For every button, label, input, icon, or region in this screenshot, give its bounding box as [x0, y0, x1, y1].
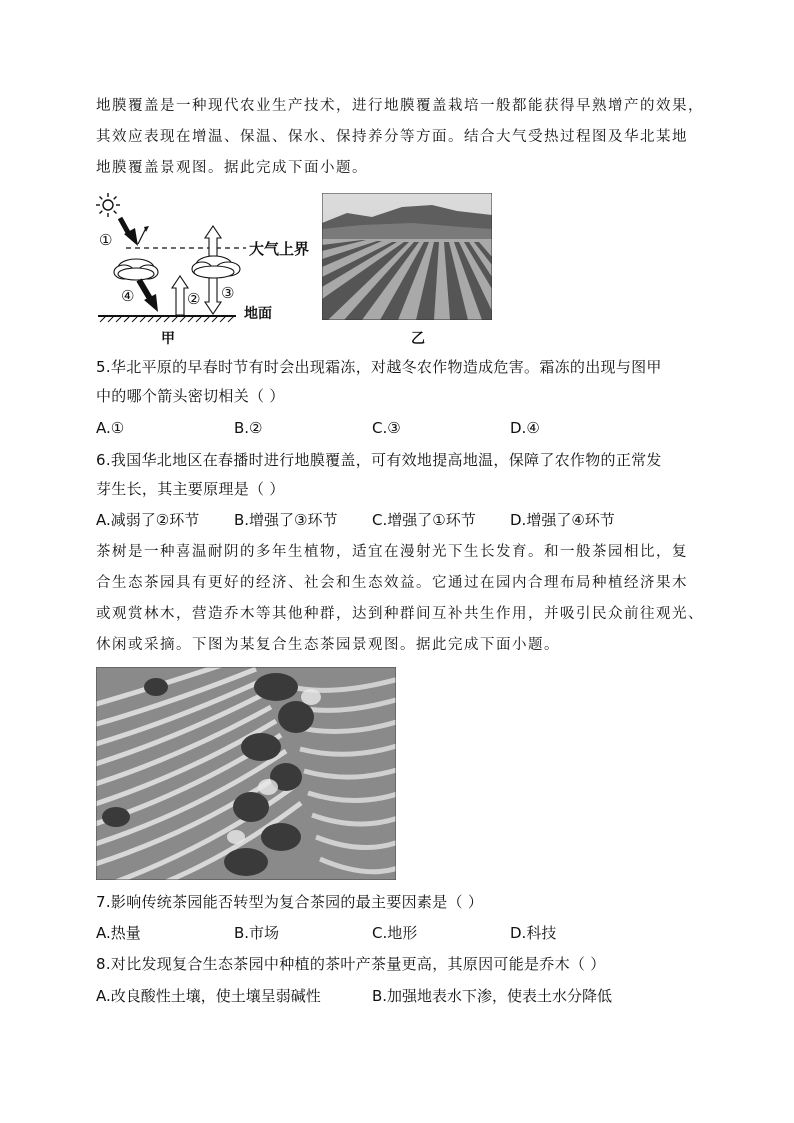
q6-stem-line-2: 芽生长，其主要原理是（ ）: [96, 480, 285, 498]
passage2-line-2: 合生态茶园具有更好的经济、社会和生态效益。它通过在园内合理布局种植经济果木: [96, 575, 688, 591]
q8-option-b[interactable]: B.加强地表水下渗，使表土水分降低: [372, 987, 613, 1005]
arrow-4: [139, 280, 158, 312]
q5-stem-line-2: 中的哪个箭头密切相关（ ）: [96, 387, 285, 405]
q7-option-b[interactable]: B.市场: [234, 924, 280, 942]
q7-option-d[interactable]: D.科技: [510, 924, 557, 942]
q6-option-a[interactable]: A.减弱了②环节: [96, 511, 200, 529]
caption-yi: 乙: [411, 331, 425, 347]
passage1-line-3: 地膜覆盖景观图。据此完成下面小题。: [96, 160, 368, 176]
q8-stem-line-1: 8.对比发现复合生态茶园中种植的茶叶产茶量更高，其原因可能是乔木（ ）: [96, 955, 606, 973]
q6-option-d[interactable]: D.增强了④环节: [510, 511, 615, 529]
q5-stem-line-1: 5.华北平原的早春时节有时会出现霜冻，对越冬农作物造成危害。霜冻的出现与图甲: [96, 358, 662, 376]
passage1-line-1: 地膜覆盖是一种现代农业生产技术，进行地膜覆盖栽培一般都能获得早熟增产的效果，: [96, 98, 704, 114]
passage2-line-4: 休闲或采摘。下图为某复合生态茶园景观图。据此完成下面小题。: [96, 637, 560, 653]
caption-jia: 甲: [161, 331, 175, 347]
q6-option-b[interactable]: B.增强了③环节: [234, 511, 338, 529]
q8-option-a[interactable]: A.改良酸性土壤，使土壤呈弱碱性: [96, 987, 321, 1005]
arrow-3: [205, 278, 221, 314]
q5-option-a[interactable]: A.①: [96, 419, 125, 437]
ground-line: [98, 316, 236, 322]
label-arrow-3: ③: [221, 284, 235, 302]
q6-option-c[interactable]: C.增强了①环节: [372, 511, 476, 529]
q5-option-c[interactable]: C.③: [372, 419, 401, 437]
mulch-field-photo: [322, 193, 492, 320]
sun-icon: [96, 193, 120, 217]
passage2-line-3: 或观赏林木，营造乔木等其他种群，达到种群间互补共生作用，并吸引民众前往观光、: [96, 606, 704, 622]
q7-option-a[interactable]: A.热量: [96, 924, 141, 942]
passage2-line-1: 茶树是一种喜温耐阴的多年生植物，适宜在漫射光下生长发育。和一般茶园相比，复: [96, 544, 688, 560]
passage1-line-2: 其效应表现在增温、保温、保水、保持养分等方面。结合大气受热过程图及华北某地: [96, 129, 688, 145]
q5-option-b[interactable]: B.②: [234, 419, 263, 437]
arrow-1: [120, 218, 138, 246]
label-arrow-4: ④: [121, 287, 135, 305]
q7-stem-line-1: 7.影响传统茶园能否转型为复合茶园的最主要因素是（ ）: [96, 893, 484, 911]
cloud-left: [114, 259, 158, 280]
label-arrow-2: ②: [187, 290, 201, 308]
cloud-right: [192, 256, 240, 278]
q6-stem-line-1: 6.我国华北地区在春播时进行地膜覆盖，可有效地提高地温，保障了农作物的正常发: [96, 451, 662, 469]
q7-option-c[interactable]: C.地形: [372, 924, 418, 942]
label-arrow-1: ①: [99, 231, 113, 249]
arrow-2: [172, 276, 188, 315]
q5-option-d[interactable]: D.④: [510, 419, 540, 437]
label-atmosphere-top: 大气上界: [249, 240, 310, 258]
tea-garden-photo: [96, 667, 396, 880]
label-ground: 地面: [244, 306, 272, 322]
